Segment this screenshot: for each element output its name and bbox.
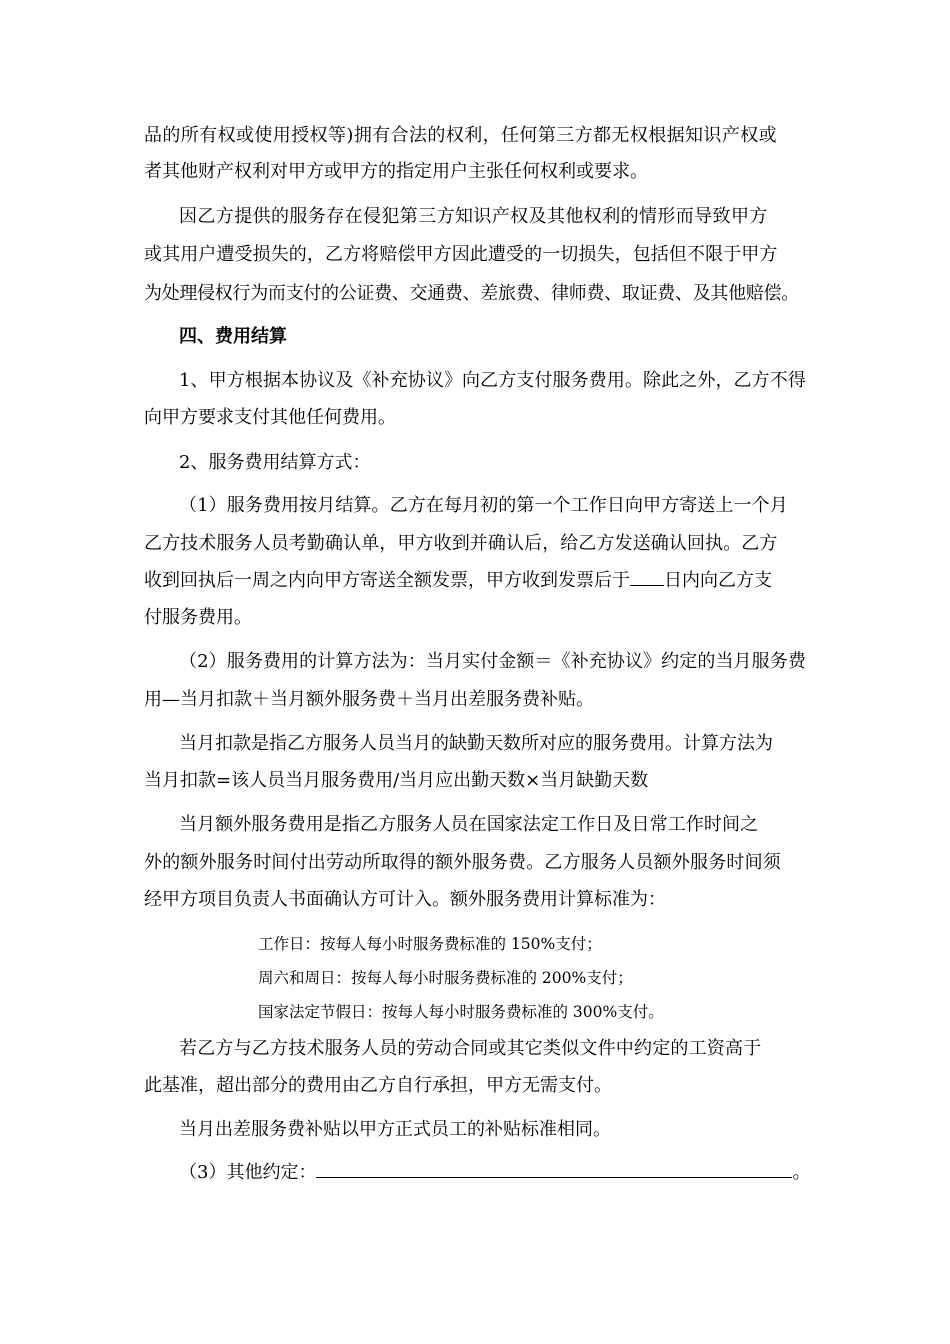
paragraph-line: 者其他财产权利对甲方或甲方的指定用户主张任何权利或要求。 [144, 161, 648, 182]
rate-item: 工作日：按每人每小时服务费标准的 150%支付； [258, 935, 602, 953]
paragraph-line: 品的所有权或使用授权等)拥有合法的权利，任何第三方都无权根据知识产权或 [144, 125, 778, 146]
paragraph-line: （2）服务费用的计算方法为：当月实付金额＝《补充协议》约定的当月服务费 [179, 651, 806, 672]
paragraph-line: 2、服务费用结算方式： [179, 452, 371, 473]
other-terms-blank-field [316, 1161, 792, 1178]
paragraph-line: 向甲方要求支付其他任何费用。 [144, 407, 396, 428]
paragraph-line: 为处理侵权行为而支付的公证费、交通费、差旅费、律师费、取证费、及其他赔偿。 [144, 283, 799, 304]
paragraph-line: 当月额外服务费用是指乙方服务人员在国家法定工作日及日常工作时间之 [179, 814, 759, 835]
rate-item: 国家法定节假日：按每人每小时服务费标准的 300%支付。 [258, 1003, 664, 1021]
paragraph-text: （3）其他约定： [179, 1162, 317, 1183]
paragraph-line: 或其用户遭受损失的，乙方将赔偿甲方因此遭受的一切损失，包括但不限于甲方 [144, 244, 778, 265]
paragraph-line-with-blank [144, 569, 772, 593]
paragraph-line: 当月扣款是指乙方服务人员当月的缺勤天数所对应的服务费用。计算方法为 [179, 733, 773, 754]
paragraph-line: 1、甲方根据本协议及《补充协议》向乙方支付服务费用。除此之外，乙方不得 [179, 370, 806, 391]
paragraph-line-with-blank [179, 1161, 810, 1185]
paragraph-line: 乙方技术服务人员考勤确认单，甲方收到并确认后，给乙方发送确认回执。乙方 [144, 533, 778, 554]
paragraph-line: 当月扣款=该人员当月服务费用/当月应出勤天数×当月缺勤天数 [144, 770, 649, 791]
paragraph-line: 外的额外服务时间付出劳动所取得的额外服务费。乙方服务人员额外服务时间须 [144, 852, 781, 873]
rate-item: 周六和周日：按每人每小时服务费标准的 200%支付； [258, 969, 633, 987]
days-blank-field [630, 569, 664, 586]
paragraph-text: 。 [792, 1162, 811, 1183]
paragraph-line: 经甲方项目负责人书面确认方可计入。额外服务费用计算标准为： [144, 889, 666, 910]
paragraph-line: 当月出差服务费补贴以甲方正式员工的补贴标准相同。 [179, 1119, 611, 1140]
paragraph-line: 因乙方提供的服务存在侵犯第三方知识产权及其他权利的情形而导致甲方 [179, 206, 768, 227]
paragraph-text: 日内向乙方支 [664, 570, 772, 591]
paragraph-line: 若乙方与乙方技术服务人员的劳动合同或其它类似文件中约定的工资高于 [179, 1038, 762, 1059]
paragraph-line: 此基准，超出部分的费用由乙方自行承担，甲方无需支付。 [144, 1075, 612, 1096]
paragraph-line: （1）服务费用按月结算。乙方在每月初的第一个工作日向甲方寄送上一个月 [179, 495, 788, 516]
paragraph-line: 用—当月扣款＋当月额外服务费＋当月出差服务费补贴。 [144, 689, 594, 710]
paragraph-text: 收到回执后一周之内向甲方寄送全额发票，甲方收到发票后于 [144, 570, 630, 591]
paragraph-line: 付服务费用。 [144, 607, 252, 628]
section-heading: 四、费用结算 [179, 326, 287, 347]
